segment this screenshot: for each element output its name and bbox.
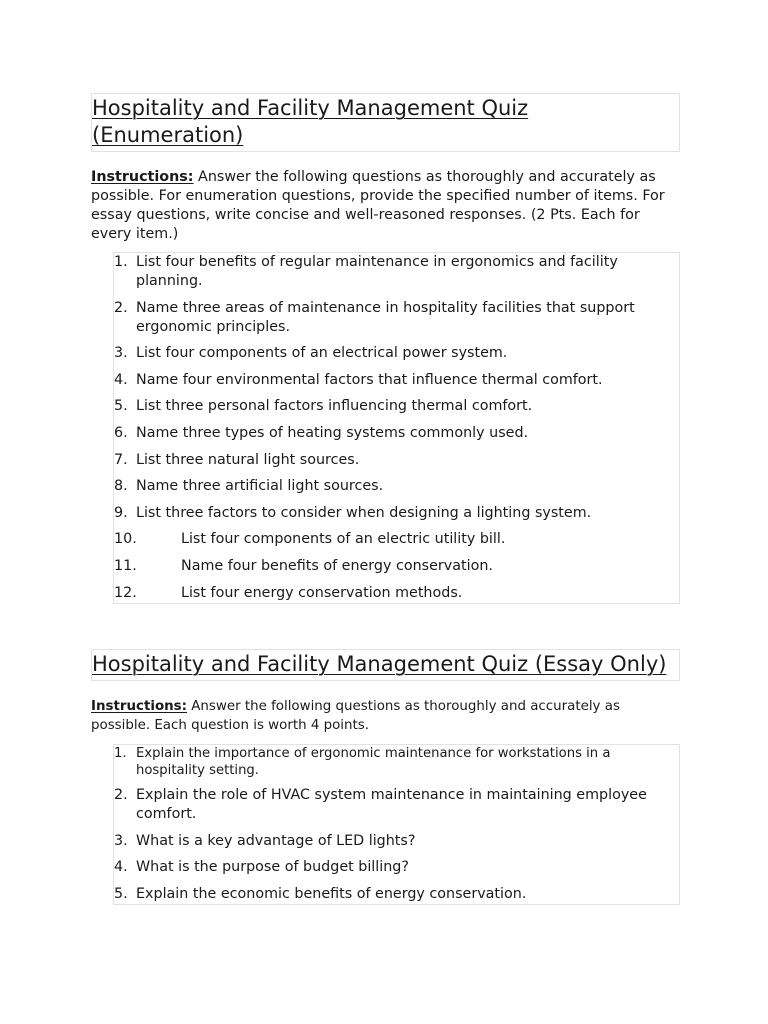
- question-text: List three natural light sources.: [136, 451, 360, 468]
- enumeration-question-11: [114, 557, 679, 576]
- question-number: 4.: [114, 371, 128, 388]
- question-number: 5.: [114, 885, 128, 902]
- enumeration-question-list: [113, 252, 680, 604]
- enumeration-question-3: [114, 344, 679, 363]
- question-text: Name three types of heating systems commonly used.: [136, 424, 529, 441]
- enumeration-question-4: [114, 371, 679, 390]
- enumeration-title-box: [91, 93, 680, 152]
- question-text: List four components of an electric utility bill.: [181, 531, 506, 548]
- question-number: 2.: [114, 787, 128, 804]
- essay-question-1: [114, 745, 679, 779]
- section-spacer: [91, 604, 679, 649]
- enumeration-instructions: [91, 168, 679, 244]
- enumeration-instructions-text: Answer the following questions as thoroughly and accurately as possible. For enumeration questions, provide the specified number of items. For essay questions, write concise and well-reasoned responses. (2 Pts. Each for every item.): [91, 169, 665, 242]
- question-text: Name four benefits of energy conservation.: [181, 557, 493, 574]
- essay-instructions: [91, 697, 679, 735]
- question-text: List four energy conservation methods.: [181, 584, 463, 601]
- essay-question-3: [114, 832, 679, 851]
- enumeration-question-10: [114, 530, 679, 549]
- essay-question-4: [114, 858, 679, 877]
- essay-instructions-label: Instructions:: [91, 698, 188, 714]
- question-text: What is the purpose of budget billing?: [136, 859, 409, 876]
- question-number: 12.: [114, 584, 137, 601]
- enumeration-question-8: [114, 477, 679, 496]
- enumeration-question-9: [114, 504, 679, 523]
- question-number: 6.: [114, 424, 128, 441]
- question-text: List three factors to consider when designing a lighting system.: [136, 504, 592, 521]
- question-text: List three personal factors influencing thermal comfort.: [136, 398, 533, 415]
- question-number: 5.: [114, 398, 128, 415]
- essay-quiz-title: Hospitality and Facility Management Quiz (Essay Only): [92, 651, 667, 676]
- enumeration-quiz-title: Hospitality and Facility Management Quiz (Enumeration): [92, 96, 529, 147]
- enumeration-question-2: [114, 299, 679, 337]
- essay-title-box: [91, 649, 680, 681]
- question-number: 3.: [114, 832, 128, 849]
- enumeration-question-1: [114, 253, 679, 291]
- question-text: Explain the importance of ergonomic maintenance for workstations in a hospitality setting.: [136, 745, 611, 778]
- question-text: Name three artificial light sources.: [136, 478, 384, 495]
- question-text: List four components of an electrical power system.: [136, 345, 508, 362]
- question-number: 3.: [114, 345, 128, 362]
- question-number: 11.: [114, 557, 137, 574]
- question-text: Name three areas of maintenance in hospitality facilities that support ergonomic principles.: [136, 299, 635, 335]
- question-number: 4.: [114, 859, 128, 876]
- enumeration-question-12: [114, 584, 679, 603]
- question-text: Explain the economic benefits of energy conservation.: [136, 885, 527, 902]
- question-number: 1.: [114, 254, 128, 270]
- enumeration-question-5: [114, 397, 679, 416]
- essay-question-list: [113, 744, 680, 905]
- enumeration-question-6: [114, 424, 679, 443]
- question-text: List four benefits of regular maintenance in ergonomics and facility planning.: [136, 254, 618, 289]
- question-number: 9.: [114, 504, 128, 521]
- question-number: 2.: [114, 299, 128, 316]
- question-text: Explain the role of HVAC system maintenance in maintaining employee comfort.: [136, 787, 647, 823]
- essay-question-5: [114, 885, 679, 904]
- question-number: 10.: [114, 531, 137, 548]
- document-page: [91, 93, 679, 905]
- question-number: 7.: [114, 451, 128, 468]
- question-text: Name four environmental factors that influence thermal comfort.: [136, 371, 603, 388]
- essay-instructions-text: Answer the following questions as thoroughly and accurately as possible. Each question is worth 4 points.: [91, 698, 620, 733]
- essay-question-2: [114, 786, 679, 824]
- question-number: 1.: [114, 745, 127, 761]
- question-text: What is a key advantage of LED lights?: [136, 832, 416, 849]
- question-number: 8.: [114, 478, 128, 495]
- enumeration-question-7: [114, 451, 679, 470]
- enumeration-instructions-label: Instructions:: [91, 169, 194, 185]
